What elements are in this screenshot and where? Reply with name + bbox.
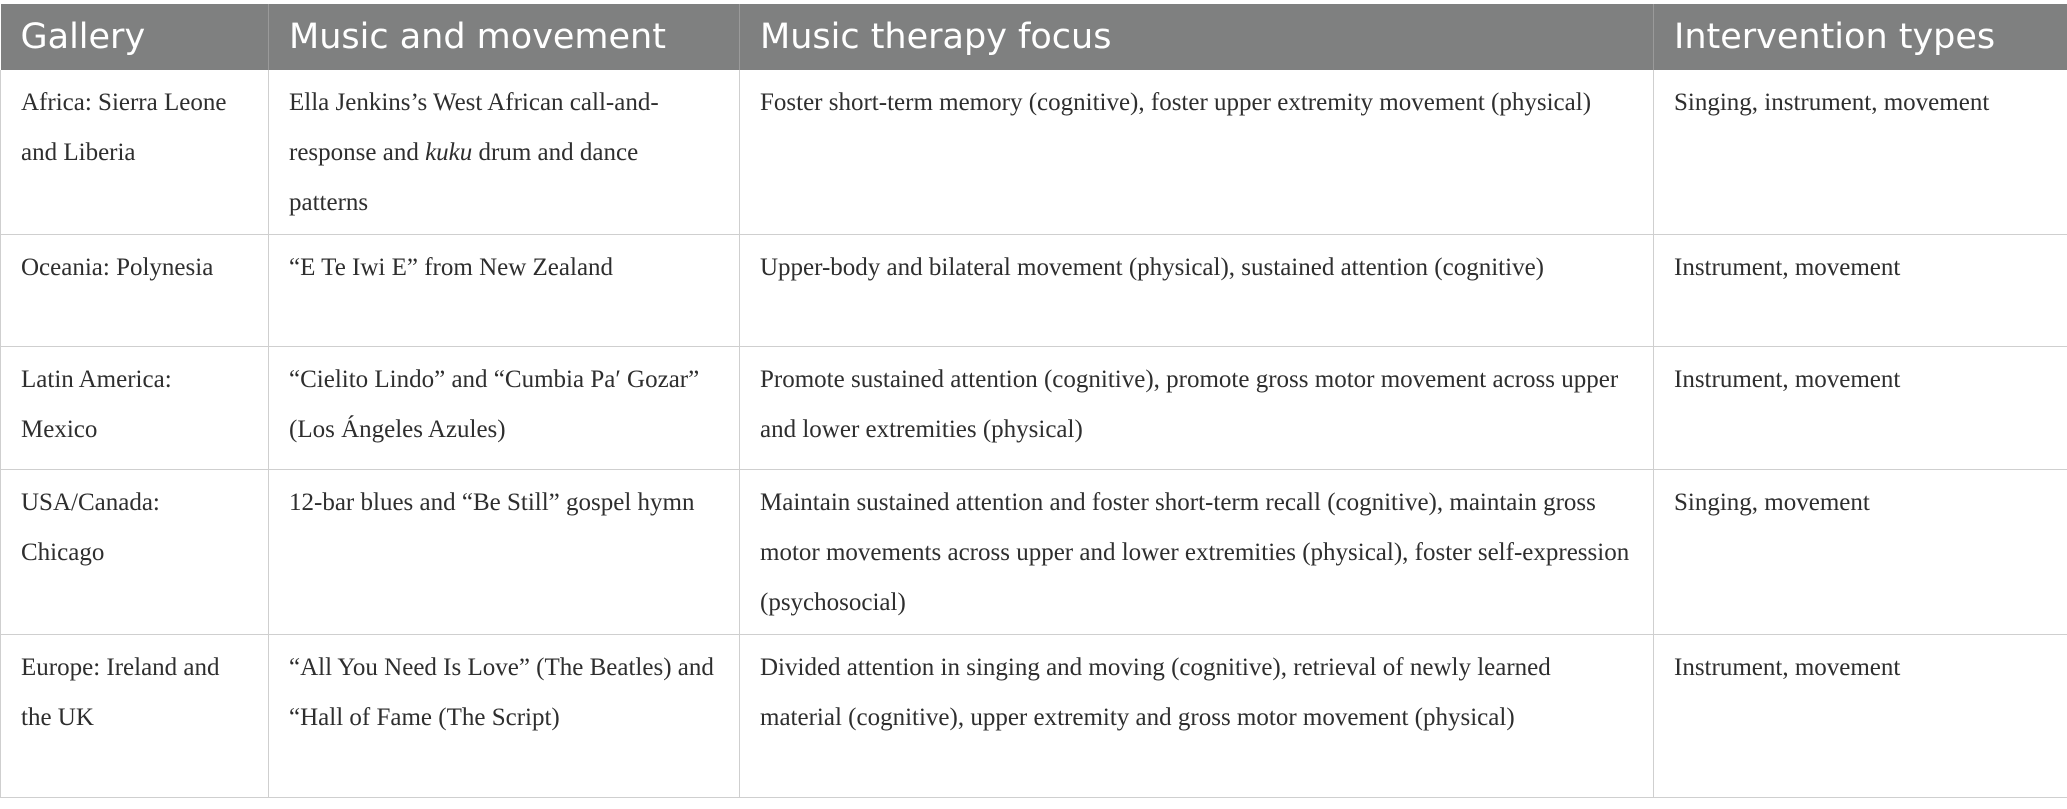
music-cell: “Cielito Lindo” and “Cumbia Pa′ Gozar” (Los Ángeles Azules) [269, 347, 740, 470]
table-row [1, 347, 2067, 470]
table-row [1, 470, 2067, 635]
music-text: drum and dance patterns [289, 139, 639, 216]
header-row [1, 4, 2067, 70]
gallery-cell: Africa: Sierra Leone and Liberia [1, 70, 269, 235]
table-body [1, 70, 2067, 798]
table-row [1, 235, 2067, 347]
focus-cell: Divided attention in singing and moving (cognitive), retrieval of newly learned material (cognitive), upper extremity and gross motor movement (physical) [740, 635, 1654, 798]
music-cell: 12-bar blues and “Be Still” gospel hymn [269, 470, 740, 635]
table-header [1, 4, 2067, 70]
focus-cell: Maintain sustained attention and foster short-term recall (cognitive), maintain gross motor movements across upper and lower extremities (physical), foster self-expression (psychosocial) [740, 470, 1654, 635]
header-music-and-movement: Music and movement [269, 4, 740, 70]
intervention-types-cell: Instrument, movement [1654, 235, 2067, 347]
intervention-types-cell: Instrument, movement [1654, 635, 2067, 798]
music-text: Ella Jenkins’s West African call-and-response and [289, 89, 659, 166]
header-gallery: Gallery [1, 4, 269, 70]
music-therapy-table [0, 4, 2067, 798]
gallery-cell: Oceania: Polynesia [1, 235, 269, 347]
header-music-therapy-focus: Music therapy focus [740, 4, 1654, 70]
focus-cell: Upper-body and bilateral movement (physical), sustained attention (cognitive) [740, 235, 1654, 347]
music-text-italic: kuku [425, 139, 473, 166]
table-row [1, 635, 2067, 798]
header-intervention-types: Intervention types [1654, 4, 2067, 70]
music-cell: “E Te Iwi E” from New Zealand [269, 235, 740, 347]
music-therapy-table-container [0, 4, 2067, 798]
gallery-cell: Latin America: Mexico [1, 347, 269, 470]
intervention-types-cell: Singing, instrument, movement [1654, 70, 2067, 235]
intervention-types-cell: Singing, movement [1654, 470, 2067, 635]
focus-cell: Foster short-term memory (cognitive), foster upper extremity movement (physical) [740, 70, 1654, 235]
gallery-cell: Europe: Ireland and the UK [1, 635, 269, 798]
gallery-cell: USA/Canada: Chicago [1, 470, 269, 635]
focus-cell: Promote sustained attention (cognitive), promote gross motor movement across upper and lower extremities (physical) [740, 347, 1654, 470]
table-row [1, 70, 2067, 235]
music-cell [269, 70, 740, 235]
intervention-types-cell: Instrument, movement [1654, 347, 2067, 470]
music-cell: “All You Need Is Love” (The Beatles) and “Hall of Fame (The Script) [269, 635, 740, 798]
